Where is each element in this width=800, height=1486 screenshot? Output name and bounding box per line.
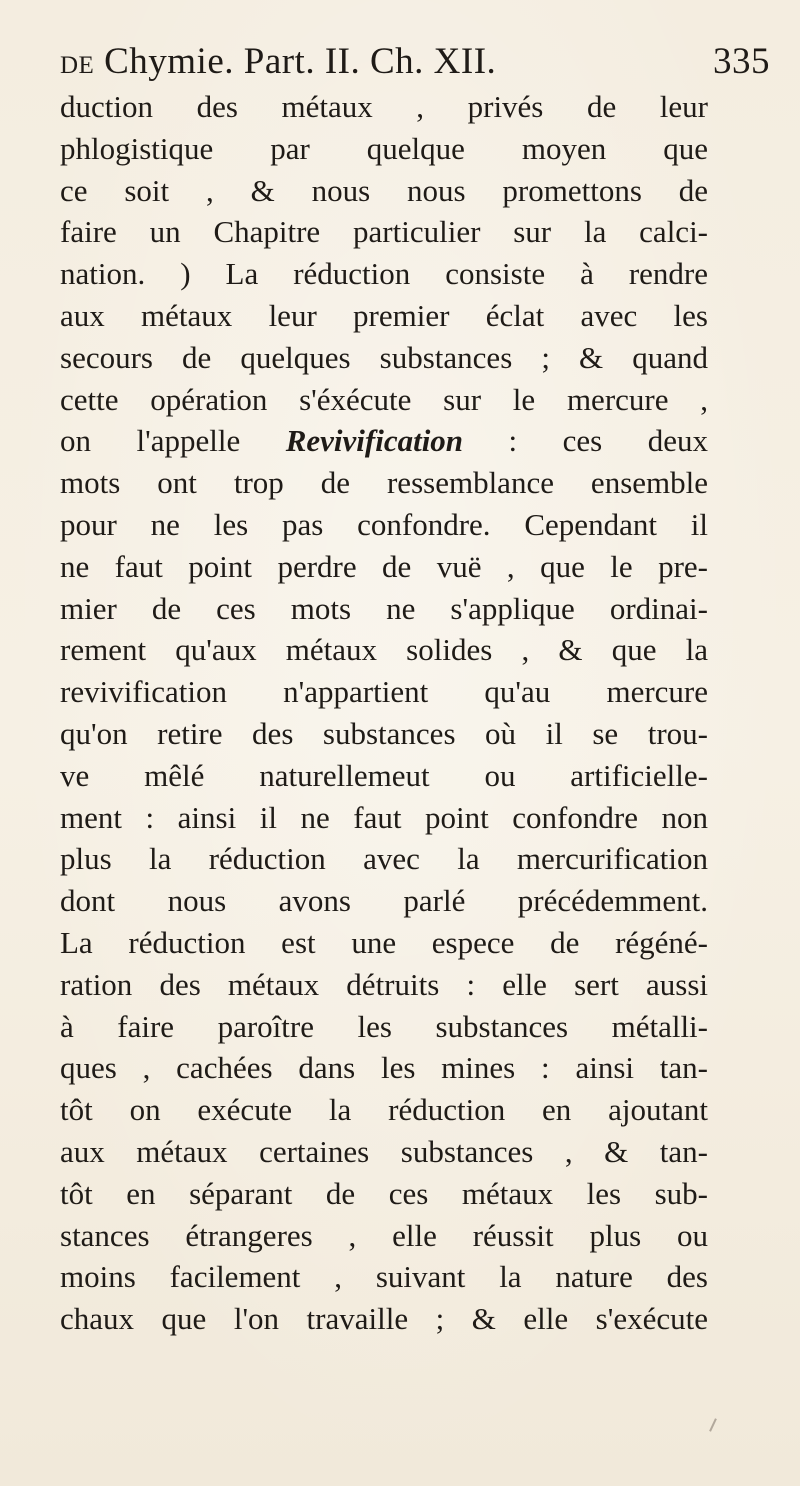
text-line: ques , cachées dans les mines : ainsi tan- bbox=[60, 1050, 708, 1086]
text-line: rement qu'aux métaux solides , & que la bbox=[60, 632, 708, 668]
text-line: aux métaux certaines substances , & tan- bbox=[60, 1133, 708, 1169]
text-line: ce soit , & nous nous promettons de bbox=[60, 172, 708, 208]
text-line-revivification bbox=[60, 420, 708, 462]
text-line: qu'on retire des substances où il se trou- bbox=[60, 715, 708, 751]
body-text bbox=[60, 86, 708, 1340]
page-header bbox=[60, 40, 770, 92]
text-line: La réduction est une espece de régéné- bbox=[60, 924, 708, 960]
text-line: nation. ) La réduction consiste à rendre bbox=[60, 256, 708, 292]
text-line: à faire paroître les substances métalli- bbox=[60, 1008, 708, 1044]
page-number: 335 bbox=[713, 41, 770, 82]
text-line: plus la réduction avec la mercurification bbox=[60, 841, 708, 877]
text-line: stances étrangeres , elle réussit plus ou bbox=[60, 1217, 708, 1253]
running-head-prefix: DE bbox=[60, 52, 95, 79]
text-line: mots ont trop de ressemblance ensemble bbox=[60, 465, 708, 501]
text-line: phlogistique par quelque moyen que bbox=[60, 130, 708, 166]
text-line: ne faut point perdre de vuë , que le pre- bbox=[60, 548, 708, 584]
text-line: ment : ainsi il ne faut point confondre non bbox=[60, 799, 708, 835]
text-line: pour ne les pas confondre. Cependant il bbox=[60, 506, 708, 542]
running-head bbox=[60, 40, 496, 83]
text-line: duction des métaux , privés de leur bbox=[60, 89, 708, 124]
text-line: tôt on exécute la réduction en ajoutant bbox=[60, 1092, 708, 1128]
text-line: mier de ces mots ne s'applique ordinai- bbox=[60, 590, 708, 626]
italic-term: Revivification bbox=[285, 423, 464, 459]
text-line: ve mêlé naturellemeut ou artificielle- bbox=[60, 757, 708, 793]
text-line: revivification n'appartient qu'au mercure bbox=[60, 674, 708, 710]
line-start: on l'appelle bbox=[60, 423, 241, 459]
text-line: secours de quelques substances ; & quand bbox=[60, 339, 708, 375]
text-line: aux métaux leur premier éclat avec les bbox=[60, 297, 708, 333]
text-line: chaux que l'on travaille ; & elle s'exécute bbox=[60, 1301, 708, 1337]
stray-ink-mark bbox=[709, 1418, 717, 1432]
text-line: moins facilement , suivant la nature des bbox=[60, 1259, 708, 1295]
text-line: tôt en séparant de ces métaux les sub- bbox=[60, 1175, 708, 1211]
text-line: faire un Chapitre particulier sur la calci- bbox=[60, 214, 708, 250]
text-line: ration des métaux détruits : elle sert aussi bbox=[60, 966, 708, 1002]
running-head-title: Chymie. Part. II. Ch. XII. bbox=[104, 41, 497, 82]
text-line: cette opération s'éxécute sur le mercure , bbox=[60, 381, 708, 417]
line-end: : ces deux bbox=[463, 423, 708, 459]
text-line: dont nous avons parlé précédemment. bbox=[60, 883, 708, 919]
